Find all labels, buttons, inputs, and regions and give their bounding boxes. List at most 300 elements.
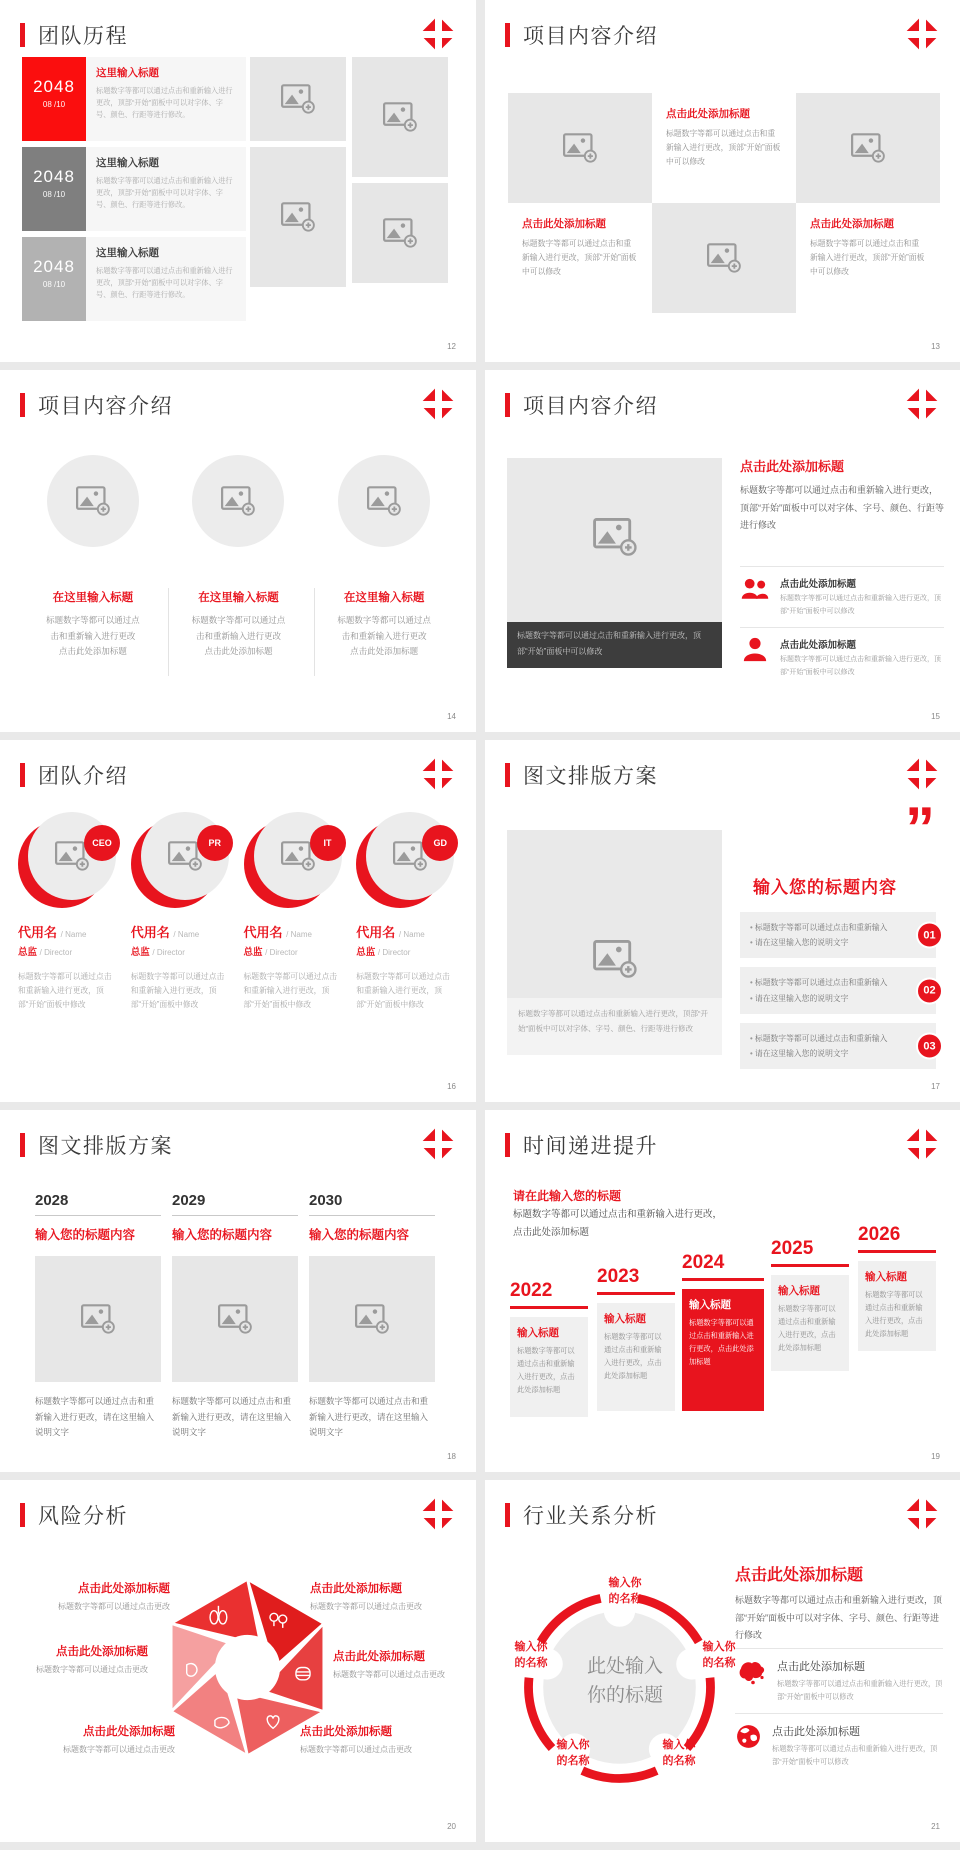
year-column (172, 1192, 298, 1441)
slide-header (20, 760, 128, 790)
right-column (740, 456, 944, 535)
slide-thumbnail-15[interactable] (485, 370, 960, 732)
column-heading: 输入您的标题内容 (309, 1228, 410, 1242)
image-placeholder-icon (355, 1304, 389, 1334)
timeline-item (22, 57, 246, 141)
diagram-label (30, 1723, 175, 1755)
member-role (244, 944, 348, 958)
image-placeholder (192, 455, 284, 547)
item-text (780, 576, 944, 618)
brand-logo-icon (420, 1496, 456, 1532)
step-body: 标题数字等都可以通过点击和重新输入进行更改，点击此处添加标题 (778, 1304, 836, 1352)
timeline-heading: 这里输入标题 (96, 67, 159, 79)
page-number: 21 (931, 1822, 940, 1831)
node-line: 的名称 (556, 1754, 590, 1767)
name-cn: 代用名 (243, 925, 283, 940)
slide-thumbnail-17[interactable] (485, 740, 960, 1102)
node-line: 的名称 (608, 1592, 642, 1605)
column-body: 标题数字等都可以通过点击和重新输入进行更改，请在这里输入说明文字 (172, 1396, 292, 1438)
page-number: 16 (447, 1082, 456, 1091)
section-heading: 请在此输入您的标题 (513, 1189, 622, 1203)
timeline-date-box (22, 57, 86, 141)
body-line: 点击此处添加标题 (58, 646, 127, 657)
slide-thumbnail-13[interactable] (485, 0, 960, 362)
image-placeholder-icon (563, 133, 597, 163)
column-heading: 在这里输入标题 (52, 592, 134, 604)
timeline-step (597, 1266, 675, 1411)
hub-title-line: 你的标题 (586, 1685, 663, 1707)
column-divider (168, 588, 169, 676)
cell-body: 标题数字等都可以通过点击和重新输入进行更改，顶部“开始”面板中可以修改 (522, 239, 637, 277)
step-body: 标题数字等都可以通过点击和重新输入进行更改，点击此处添加标题 (517, 1346, 575, 1394)
timeline-item (22, 237, 246, 321)
column-heading: 输入您的标题内容 (35, 1228, 136, 1242)
hub-center-title (555, 1652, 695, 1711)
timeline-year: 2048 (33, 257, 75, 276)
page-number: 18 (447, 1452, 456, 1461)
node-line: 输入你 (514, 1641, 548, 1653)
slide-header (505, 20, 658, 50)
number-badge: 03 (916, 1033, 943, 1060)
slide-header (20, 1130, 173, 1160)
role-badge: PR (197, 825, 233, 861)
image-placeholder-icon (81, 1304, 115, 1334)
name-en: / Name (60, 930, 87, 939)
image-placeholder-icon (281, 202, 315, 232)
label-heading: 点击此处添加标题 (310, 1583, 402, 1595)
image-placeholder (352, 57, 448, 177)
slide-header (505, 1130, 658, 1160)
role-cn: 总监 (18, 947, 38, 958)
step-box (510, 1317, 588, 1417)
brand-logo-icon (904, 756, 940, 792)
numbered-row (740, 912, 936, 958)
label-heading: 点击此处添加标题 (83, 1726, 175, 1738)
timeline-day: 08 /10 (42, 190, 66, 199)
item-heading: 点击此处添加标题 (780, 640, 857, 652)
slide-title: 团队介绍 (38, 765, 128, 788)
hub-node-label (537, 1738, 609, 1770)
step-box (858, 1261, 936, 1351)
page-number: 13 (931, 342, 940, 351)
item-body: 标题数字等都可以通过点击和重新输入进行更改，顶部“开始”面板中可以修改 (780, 656, 941, 676)
diagram-label (333, 1648, 473, 1680)
role-en: / Director (265, 948, 298, 957)
image-placeholder (507, 830, 722, 998)
item-text (777, 1658, 943, 1704)
column-heading: 输入您的标题内容 (172, 1228, 273, 1242)
step-box (771, 1275, 849, 1371)
title-accent-bar (20, 393, 25, 417)
step-year: 2025 (771, 1238, 849, 1267)
timeline-panel (86, 237, 246, 321)
image-placeholder (47, 455, 139, 547)
quote-mark-icon: ” (905, 802, 935, 846)
slide-title: 项目内容介绍 (523, 25, 658, 48)
member-body: 标题数字等都可以通过点击和重新输入进行更改，顶部“开始”面板中修改 (356, 972, 450, 1010)
body-line: 标题数字等都可以通过点 (337, 615, 431, 625)
timeline-step (858, 1224, 936, 1351)
timeline-item (22, 147, 246, 231)
member-role (131, 944, 235, 958)
slide-thumbnail-21[interactable] (485, 1480, 960, 1842)
name-cn: 代用名 (356, 925, 396, 940)
item-heading: 点击此处添加标题 (780, 579, 857, 590)
image-placeholder (352, 183, 448, 283)
team-member-card (244, 812, 348, 1012)
numbered-list (740, 912, 936, 1078)
list-item (735, 1713, 943, 1778)
label-body: 标题数字等都可以通过点击更改 (300, 1745, 412, 1754)
timeline-body: 标题数字等都可以通过点击和重新输入进行更改，顶部“开始”面板中可以对字体、字号、颜色、行距等进行修改。 (96, 86, 233, 120)
role-en: / Director (152, 948, 185, 957)
label-heading: 点击此处添加标题 (56, 1646, 148, 1658)
cell-heading: 点击此处添加标题 (810, 218, 894, 230)
avatar (131, 812, 229, 909)
brand-logo-icon (904, 1496, 940, 1532)
image-placeholder-icon (383, 218, 417, 248)
brand-logo-icon (904, 386, 940, 422)
page-number: 17 (931, 1082, 940, 1091)
cell-body: 标题数字等都可以通过点击和重新输入进行更改，顶部“开始”面板中可以修改 (666, 129, 781, 167)
timeline-step-highlighted (682, 1252, 764, 1411)
role-en: / Director (377, 948, 411, 957)
avatar (244, 812, 342, 909)
year-columns (35, 1192, 435, 1441)
member-body: 标题数字等都可以通过点击和重新输入进行更改，顶部“开始”面板中修改 (130, 972, 225, 1010)
column-divider (314, 588, 315, 676)
page-number: 15 (931, 712, 940, 721)
timeline-day: 08 /10 (42, 280, 66, 289)
label-body: 标题数字等都可以通过点击更改 (333, 1670, 445, 1679)
title-accent-bar (505, 393, 510, 417)
text-cell (796, 203, 940, 313)
slide-title: 项目内容介绍 (523, 395, 658, 418)
section-heading: 点击此处添加标题 (740, 459, 845, 474)
person-icon (740, 637, 770, 679)
image-placeholder (250, 57, 346, 141)
column-heading: 在这里输入标题 (343, 592, 425, 604)
role-cn: 总监 (356, 947, 376, 958)
avatar (18, 812, 116, 909)
page-number: 14 (447, 712, 456, 721)
step-box (682, 1289, 764, 1411)
timeline-heading: 这里输入标题 (96, 157, 159, 169)
step-heading: 输入标题 (689, 1299, 731, 1311)
year-column (35, 1192, 161, 1441)
image-placeholder-icon (281, 84, 315, 114)
feature-list (735, 1648, 943, 1778)
slide-thumbnail-16[interactable] (0, 740, 476, 1102)
title-accent-bar (505, 1133, 510, 1157)
timeline-year: 2048 (33, 167, 75, 186)
brand-logo-icon (420, 16, 456, 52)
page-number: 12 (447, 342, 456, 351)
image-placeholder (796, 93, 940, 203)
name-en: / Name (173, 930, 200, 939)
timeline-panel (86, 57, 246, 141)
node-line: 输入你 (556, 1739, 590, 1751)
item-body: 标题数字等都可以通过点击和重新输入进行更改，顶部“开始”面板中可以修改 (780, 595, 941, 615)
section-body: 标题数字等都可以通过点击和重新输入进行更改，顶部“开始”面板中可以对字体、字号、颜色、行距等进行修改 (740, 485, 944, 531)
title-accent-bar (20, 1503, 25, 1527)
image-placeholder (250, 147, 346, 287)
bullet-line: • 请在这里输入您的说明文字 (750, 1046, 900, 1061)
name-cn: 代用名 (18, 925, 58, 940)
column-body: 标题数字等都可以通过点击和重新输入进行更改，请在这里输入说明文字 (309, 1396, 429, 1438)
image-placeholder-icon (221, 486, 255, 516)
item-body: 标题数字等都可以通过点击和重新输入进行更改，顶部“开始”面板中可以修改 (777, 1679, 943, 1701)
node-line: 的名称 (662, 1754, 696, 1767)
slide-header (20, 20, 128, 50)
member-role (18, 944, 122, 958)
role-cn: 总监 (243, 947, 263, 958)
brand-logo-icon (420, 1126, 456, 1162)
slide-title: 团队历程 (38, 25, 128, 48)
diagram-label (20, 1580, 170, 1612)
slide-thumbnail-14[interactable] (0, 370, 476, 732)
image-placeholder-icon (851, 133, 885, 163)
slide-thumbnail-20[interactable] (0, 1480, 476, 1842)
member-body: 标题数字等都可以通过点击和重新输入进行更改，顶部“开始”面板中修改 (243, 972, 338, 1010)
team-member-card (18, 812, 122, 1012)
step-heading: 输入标题 (778, 1285, 820, 1297)
right-column (735, 1562, 943, 1645)
list-item (740, 566, 944, 627)
body-line: 击和重新输入进行更改 (195, 630, 281, 641)
label-body: 标题数字等都可以通过点击更改 (58, 1602, 170, 1611)
node-line: 输入你 (608, 1577, 642, 1589)
member-name (244, 922, 348, 941)
item-heading: 点击此处添加标题 (777, 1661, 865, 1673)
step-body: 标题数字等都可以通过点击和重新输入进行更改，点击此处添加标题 (689, 1318, 754, 1366)
role-cn: 总监 (130, 947, 150, 958)
hub-node-label (643, 1738, 715, 1770)
diagram-label (8, 1643, 148, 1675)
list-item (735, 1648, 943, 1713)
year-label: 2030 (309, 1192, 435, 1216)
image-caption: 标题数字等都可以通过点击和重新输入进行更改，顶部“开始”面板中可以对字体、字号、颜色、行距等进行修改 (507, 998, 722, 1055)
node-line: 输入你 (662, 1739, 696, 1751)
timeline-step (771, 1238, 849, 1371)
cell-body: 标题数字等都可以通过点击和重新输入进行更改，顶部“开始”面板中可以修改 (810, 239, 925, 277)
brand-logo-icon (420, 386, 456, 422)
diagram-label (310, 1580, 460, 1612)
slide-header (20, 390, 173, 420)
number-badge: 02 (916, 977, 943, 1004)
column (166, 455, 312, 660)
bullet-line: • 请在这里输入您的说明文字 (750, 991, 900, 1006)
section-body: 标题数字等都可以通过点击和重新输入进行更改，顶部“开始”面板中可以对字体、字号、颜色、行距等进行修改 (735, 1595, 943, 1641)
image-placeholder-icon (383, 102, 417, 132)
label-body: 标题数字等都可以通过点击更改 (310, 1602, 422, 1611)
title-accent-bar (505, 1503, 510, 1527)
slide-title: 图文排版方案 (38, 1135, 173, 1158)
team-member-card (131, 812, 235, 1012)
hub-node-label (580, 1576, 670, 1608)
label-body: 标题数字等都可以通过点击更改 (63, 1745, 175, 1754)
timeline-body: 标题数字等都可以通过点击和重新输入进行更改，顶部“开始”面板中可以对字体、字号、颜色、行距等进行修改。 (96, 266, 233, 300)
slide-title: 行业关系分析 (523, 1505, 658, 1528)
image-placeholder-icon (593, 518, 637, 556)
brand-logo-icon (420, 756, 456, 792)
timeline-body: 标题数字等都可以通过点击和重新输入进行更改，顶部“开始”面板中可以对字体、字号、颜色、行距等进行修改。 (96, 176, 233, 210)
checkerboard-grid (508, 93, 940, 313)
member-body: 标题数字等都可以通过点击和重新输入进行更改，顶部“开始”面板中修改 (18, 972, 112, 1010)
image-placeholder-icon (593, 940, 637, 978)
step-year: 2026 (858, 1224, 936, 1253)
step-year: 2024 (682, 1252, 764, 1281)
name-cn: 代用名 (130, 925, 170, 940)
step-body: 标题数字等都可以通过点击和重新输入进行更改，点击此处添加标题 (604, 1332, 662, 1380)
slide-title: 时间递进提升 (523, 1135, 658, 1158)
text-cell (508, 203, 652, 313)
slide-header (505, 760, 658, 790)
image-caption: 标题数字等都可以通过点击和重新输入进行更改，顶部“开始”面板中可以修改 (507, 622, 722, 668)
bullet-line: • 标题数字等都可以通过点击和重新输入 (750, 975, 900, 990)
bullet-line: • 标题数字等都可以通过点击和重新输入 (750, 1031, 900, 1046)
label-heading: 点击此处添加标题 (300, 1726, 392, 1738)
image-placeholder (652, 203, 796, 313)
page-number: 19 (931, 1452, 940, 1461)
role-en: / Director (39, 948, 73, 957)
year-label: 2028 (35, 1192, 161, 1216)
team-member-card (356, 812, 460, 1012)
column (20, 455, 166, 660)
role-badge: IT (310, 825, 346, 861)
hub-title-line: 此处输入 (586, 1656, 663, 1677)
column-body (166, 613, 312, 660)
number-badge: 01 (916, 922, 943, 949)
timeline-step (510, 1280, 588, 1417)
globe-icon (735, 1723, 762, 1769)
numbered-row (740, 967, 936, 1013)
step-box (597, 1303, 675, 1411)
slide-title: 项目内容介绍 (38, 395, 173, 418)
step-heading: 输入标题 (865, 1271, 907, 1283)
member-name (131, 922, 235, 941)
timeline-date-box (22, 147, 86, 231)
team-members (18, 812, 460, 1012)
column-body (311, 613, 457, 660)
label-heading: 点击此处添加标题 (333, 1651, 425, 1663)
role-badge: GD (422, 825, 458, 861)
image-placeholder (172, 1256, 298, 1382)
title-accent-bar (20, 23, 25, 47)
body-line: 击和重新输入进行更改 (341, 630, 427, 641)
item-text (772, 1723, 943, 1769)
section-body: 标题数字等都可以通过点击和重新输入进行更改，点击此处添加标题 (513, 1209, 723, 1239)
bullet-line: • 标题数字等都可以通过点击和重新输入 (750, 920, 900, 935)
china-map-icon (735, 1658, 767, 1704)
column-heading: 在这里输入标题 (198, 592, 279, 604)
title-accent-bar (20, 763, 25, 787)
name-en: / Name (286, 930, 312, 939)
slide-thumbnail-19[interactable] (485, 1110, 960, 1472)
body-line: 标题数字等都可以通过点 (191, 615, 286, 625)
node-line: 的名称 (702, 1656, 736, 1669)
hub-node-label (495, 1640, 567, 1672)
image-placeholder-icon (707, 243, 741, 273)
text-cell (652, 93, 796, 203)
people-group-icon (740, 576, 770, 618)
image-placeholder (35, 1256, 161, 1382)
image-placeholder-icon (218, 1304, 252, 1334)
item-body: 标题数字等都可以通过点击和重新输入进行更改，顶部“开始”面板中可以修改 (772, 1743, 938, 1766)
slide-header (505, 1500, 658, 1530)
column-body: 标题数字等都可以通过点击和重新输入进行更改，请在这里输入说明文字 (35, 1396, 155, 1438)
image-placeholder (309, 1256, 435, 1382)
slide-thumbnail-12[interactable] (0, 0, 476, 362)
slide-title: 风险分析 (38, 1505, 128, 1528)
label-heading: 点击此处添加标题 (78, 1583, 170, 1595)
name-en: / Name (398, 930, 425, 939)
body-line: 标题数字等都可以通过点 (46, 615, 140, 625)
column (311, 455, 457, 660)
body-line: 点击此处添加标题 (204, 646, 273, 657)
member-name (18, 922, 122, 941)
slide-header (20, 1500, 128, 1530)
page-number: 20 (447, 1822, 456, 1831)
list-item (740, 627, 944, 688)
label-body: 标题数字等都可以通过点击更改 (36, 1665, 148, 1674)
timeline-heading: 这里输入标题 (96, 247, 159, 259)
timeline-date-box (22, 237, 86, 321)
title-accent-bar (505, 763, 510, 787)
cell-heading: 点击此处添加标题 (666, 108, 750, 120)
cell-heading: 点击此处添加标题 (522, 218, 606, 230)
image-placeholder (507, 458, 722, 668)
step-heading: 输入标题 (517, 1327, 559, 1339)
member-role (356, 944, 460, 958)
slide-header (505, 390, 658, 420)
image-placeholder (508, 93, 652, 203)
section-heading: 点击此处添加标题 (735, 1567, 864, 1584)
image-placeholder-icon (367, 486, 401, 516)
node-line: 输入你 (702, 1641, 736, 1653)
bullet-line: • 请在这里输入您的说明文字 (750, 935, 900, 950)
numbered-row (740, 1023, 936, 1069)
title-accent-bar (20, 1133, 25, 1157)
feature-list (740, 566, 944, 688)
timeline-year: 2048 (33, 77, 75, 96)
column-body (20, 613, 166, 660)
image-placeholder-icon (76, 486, 110, 516)
node-line: 的名称 (514, 1656, 548, 1669)
slide-thumbnail-18[interactable] (0, 1110, 476, 1472)
title-accent-bar (505, 23, 510, 47)
timeline-panel (86, 147, 246, 231)
role-badge: CEO (84, 825, 120, 861)
image-placeholder (338, 455, 430, 547)
step-heading: 输入标题 (604, 1313, 646, 1325)
body-line: 击和重新输入进行更改 (50, 630, 136, 641)
avatar (356, 812, 454, 909)
diagram-label (300, 1723, 450, 1755)
year-column (309, 1192, 435, 1441)
item-text (780, 637, 944, 679)
brand-logo-icon (904, 1126, 940, 1162)
three-column-layout (20, 455, 457, 660)
body-line: 点击此处添加标题 (350, 646, 419, 657)
member-name (356, 922, 460, 941)
timeline-day: 08 /10 (42, 100, 66, 109)
section-heading: 输入您的标题内容 (753, 878, 897, 897)
step-year: 2023 (597, 1266, 675, 1295)
item-heading: 点击此处添加标题 (772, 1725, 860, 1738)
year-label: 2029 (172, 1192, 298, 1216)
brand-logo-icon (904, 16, 940, 52)
